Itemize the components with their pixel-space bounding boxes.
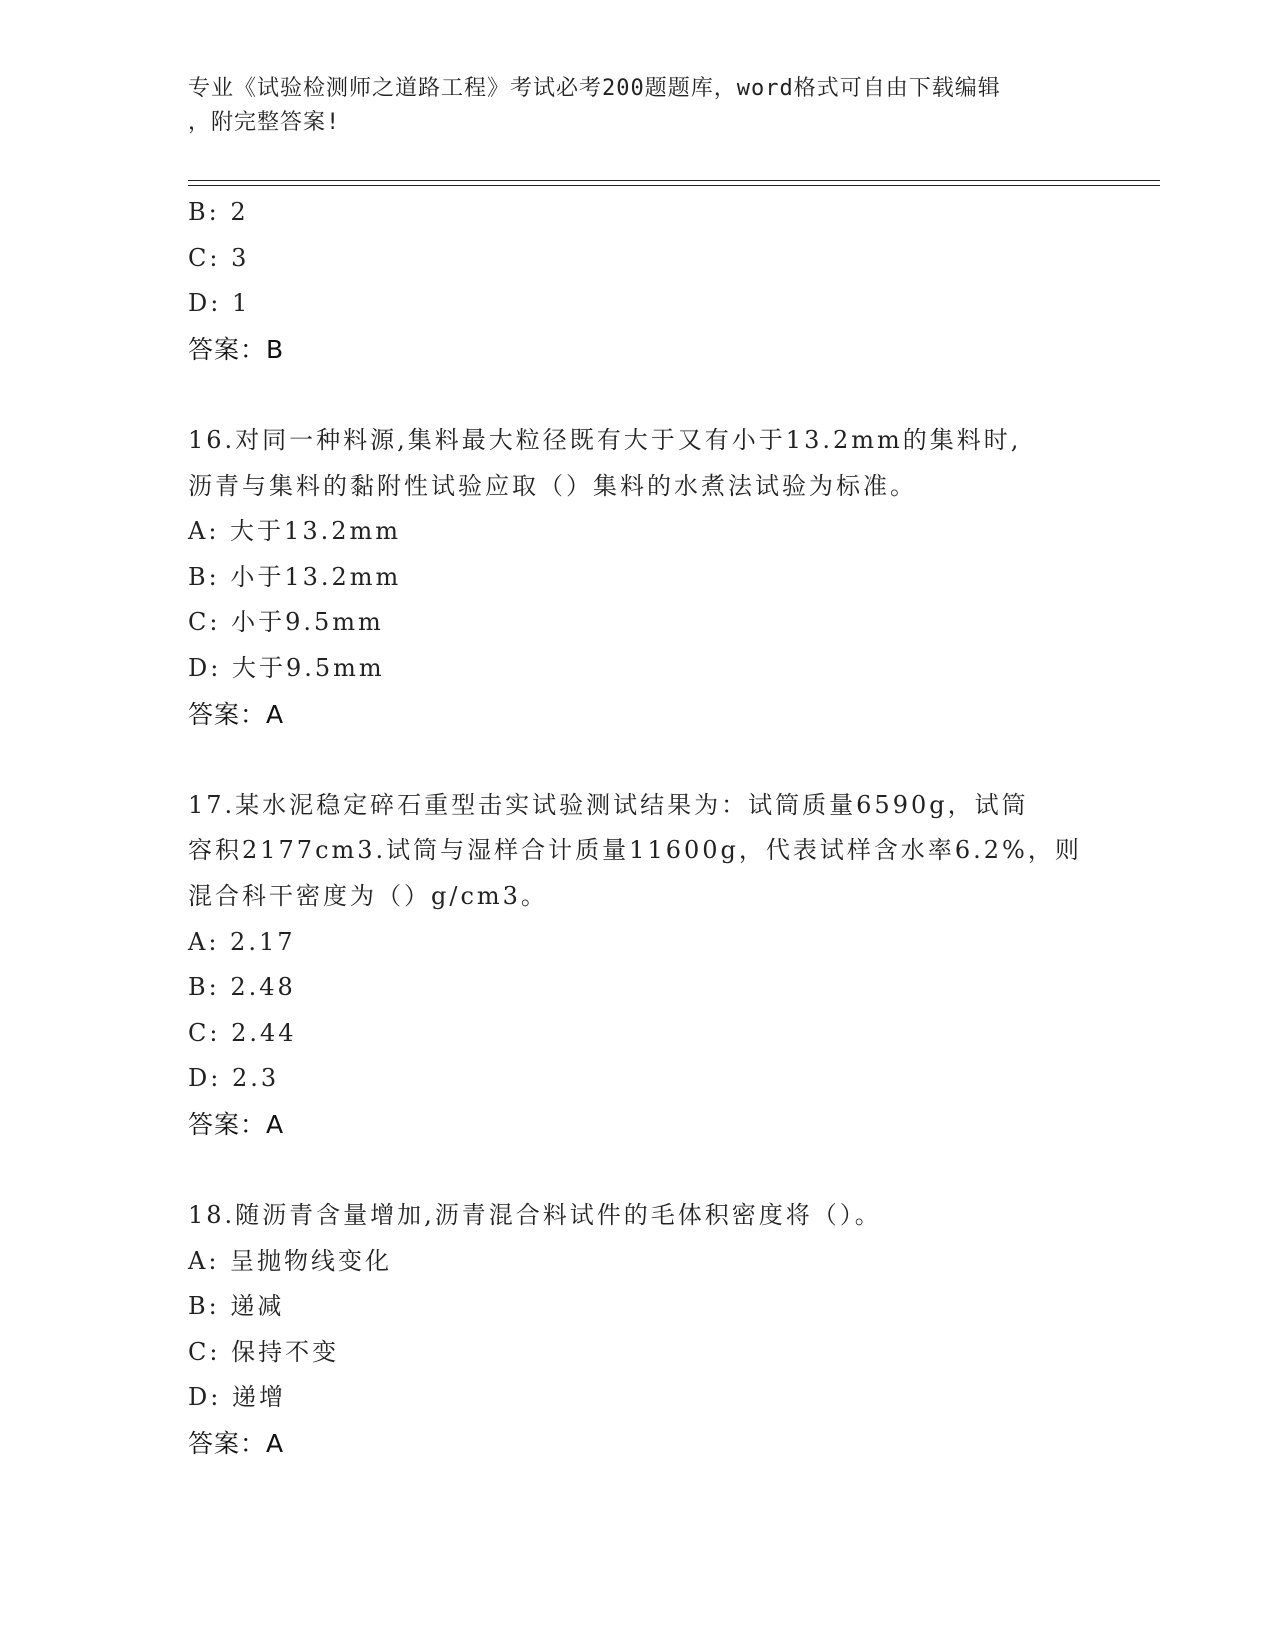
- question-text-line: 容积2177cm3.试筒与湿样合计质量11600g，代表试样含水率6.2%，则: [188, 836, 1082, 865]
- answer-key: 答案：A: [188, 699, 285, 729]
- answer-option: C: 2.44: [188, 1018, 297, 1047]
- answer-option: D: 1: [188, 289, 251, 318]
- answer-option: D: 递增: [188, 1383, 286, 1412]
- answer-key: 答案：B: [188, 334, 285, 364]
- question-text-line: 16.对同一种料源,集料最大粒径既有大于又有小于13.2mm的集料时,: [188, 425, 1022, 454]
- answer-key: 答案：A: [188, 1109, 285, 1139]
- answer-option: A: 呈抛物线变化: [188, 1246, 393, 1275]
- answer-option: B: 递减: [188, 1292, 285, 1321]
- question-text-line: 混合科干密度为（）g/cm3。: [188, 881, 548, 910]
- question-list: [188, 190, 1148, 1467]
- answer-option: A: 大于13.2mm: [188, 517, 401, 546]
- spacer: [188, 372, 1148, 418]
- answer-option: C: 小于9.5mm: [188, 608, 384, 637]
- answer-key: 答案：A: [188, 1429, 285, 1459]
- header-title-line-2: ，附完整答案!: [188, 110, 341, 135]
- answer-option: B: 2.48: [188, 973, 296, 1002]
- answer-option: B: 2: [188, 198, 249, 226]
- question-text-line: 沥青与集料的黏附性试验应取（）集料的水煮法试验为标准。: [188, 471, 917, 500]
- question-text-line: 17.某水泥稳定碎石重型击实试验测试结果为：试筒质量6590g，试筒: [188, 790, 1029, 819]
- spacer: [188, 737, 1148, 783]
- header-title-line-1: 专业《试验检测师之道路工程》考试必考200题题库，word格式可自由下载编辑: [188, 76, 1001, 101]
- header-divider: [188, 180, 1160, 186]
- answer-option: A: 2.17: [188, 927, 296, 956]
- answer-option: D: 大于9.5mm: [188, 653, 385, 682]
- answer-option: D: 2.3: [188, 1064, 280, 1093]
- answer-option: B: 小于13.2mm: [188, 562, 402, 591]
- answer-option: C: 保持不变: [188, 1337, 340, 1366]
- document-header: [188, 72, 1088, 140]
- question-text-line: 18.随沥青含量增加,沥青混合料试件的毛体积密度将（）。: [188, 1201, 882, 1230]
- answer-option: C: 3: [188, 243, 250, 272]
- spacer: [188, 1147, 1148, 1193]
